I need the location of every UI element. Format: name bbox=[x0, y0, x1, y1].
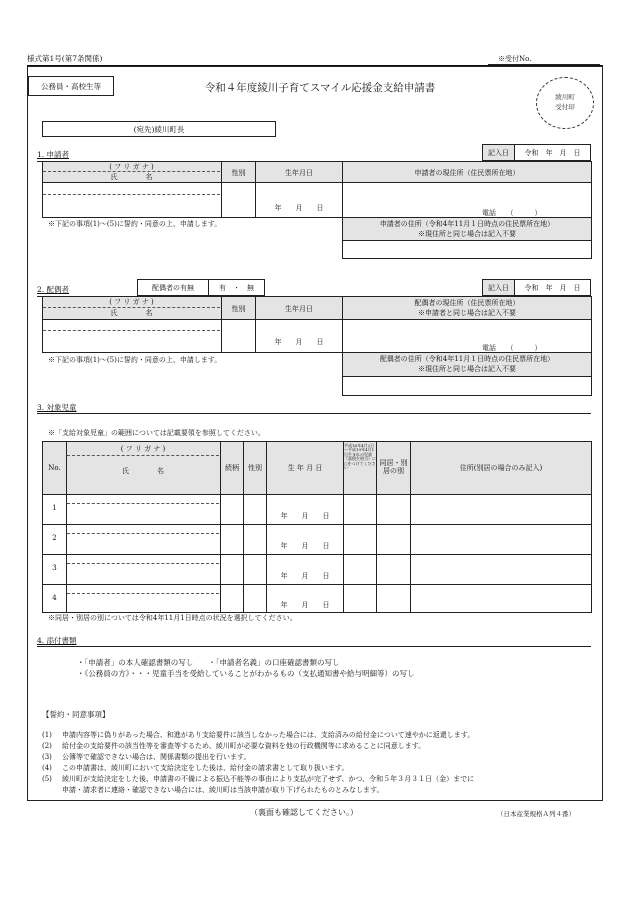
date-entry-label: 記入日 bbox=[482, 144, 515, 161]
applicant-prior-address-label: 申請者の住所（令和4年11月１日時点の住民票所在地） bbox=[379, 220, 555, 228]
spouse-prior-address-note: ※現住所と同じ場合は記入不要 bbox=[418, 365, 516, 373]
spouse-date-entry-label: 記入日 bbox=[482, 279, 515, 296]
pledge-item-text: 給付金の支給要件の該当性等を審査等するため、綾川町が必要な資料を他の行政機関等に求めることに同意します。 bbox=[62, 742, 426, 750]
col-header-address: 住所(別居の場合のみ記入) bbox=[459, 464, 543, 472]
spouse-furigana-label: ( フ リ ガ ナ ) bbox=[109, 298, 154, 306]
pledge-item-number: (4) bbox=[42, 764, 52, 772]
applicant-phone-field[interactable]: 電話 （ ） bbox=[482, 209, 542, 217]
spouse-current-address-note: ※申請者と同じ場合は記入不要 bbox=[418, 309, 516, 317]
applicant-prior-address-note: ※現住所と同じ場合は記入不要 bbox=[418, 230, 516, 238]
date-entry-field[interactable]: 令和 年 月 日 bbox=[514, 144, 591, 161]
attachment-item: ・「申請者」の本人確認書類の写し ・「申請者名義」の口座確認書類の写し bbox=[77, 658, 340, 667]
applicant-name-label: 氏 名 bbox=[110, 173, 153, 181]
spouse-birth-label: 生年月日 bbox=[285, 305, 313, 313]
children-footnote: ※同居・別居の別については令和4年11月1日時点の状況を選択してください。 bbox=[48, 614, 297, 622]
spouse-presence-label: 配偶者の有無 bbox=[137, 279, 209, 296]
section-heading-spouse: 2. 配偶者 bbox=[37, 285, 70, 294]
col-header-gender: 性別 bbox=[248, 464, 262, 472]
spouse-presence-select[interactable]: 有 ・ 無 bbox=[208, 279, 265, 296]
col-header-relation: 続柄 bbox=[225, 464, 239, 472]
category-box: 公務員・高校生等 bbox=[28, 76, 114, 96]
col-header-born-note: 平成16年4月2日～平成19年4月1日生まれの児童（高校生相当）に○をつけてください bbox=[344, 443, 376, 470]
stamp-text-town: 綾川町 bbox=[555, 93, 575, 101]
spouse-name-label: 氏 名 bbox=[110, 309, 153, 317]
stamp-text-reception: 受付印 bbox=[555, 103, 575, 111]
pledge-item-number: (2) bbox=[42, 742, 52, 750]
col-header-name: 氏 名 bbox=[122, 467, 164, 475]
applicant-consent-note: ※下記の事項(1)～(5)に誓約・同意の上、申請します。 bbox=[48, 220, 222, 228]
pledge-item-text: この申請書は、綾川町において支給決定をした後は、給付金の請求書として取り扱います。 bbox=[62, 764, 349, 772]
col-header-furigana: ( フ リ ガ ナ ) bbox=[120, 445, 166, 453]
pledge-item-text: 申請内容等に偽りがあった場合、和進があり支給要件に該当しなかった場合には、支給済みの給付金について速やかに返還します。 bbox=[62, 731, 475, 739]
pledge-item-text: 公簿等で確認できない場合は、関係書類の提出を行います。 bbox=[62, 753, 251, 761]
attachment-item: ・《公務員の方》・・・児童手当を受給していることがわかるもの（支払通知書や給与明細等）の写し bbox=[77, 669, 415, 678]
spouse-gender-label: 性別 bbox=[231, 305, 246, 313]
applicant-birth-field[interactable]: 年 月 日 bbox=[274, 204, 324, 212]
col-header-birth: 生 年 月 日 bbox=[287, 464, 323, 472]
spouse-birth-field[interactable]: 年 月 日 bbox=[274, 338, 324, 346]
pledge-heading: 【誓約・同意事項】 bbox=[42, 710, 110, 719]
spouse-current-address-label: 配偶者の現住所（住民票所在地） bbox=[414, 299, 520, 307]
row-birth-field[interactable]: 年 月 日 bbox=[280, 572, 330, 580]
section-heading-applicant: 1. 申請者 bbox=[37, 150, 70, 159]
form-frame bbox=[27, 66, 603, 801]
row-birth-field[interactable]: 年 月 日 bbox=[280, 601, 330, 609]
form-number: 様式第1号(第7条関係) bbox=[27, 54, 103, 63]
paper-size-note: （日本産業規格Ａ列４番） bbox=[497, 810, 575, 818]
spouse-phone-field[interactable]: 電話 （ ） bbox=[482, 344, 542, 352]
pledge-item-continued: 申請・請求者に連絡・確認できない場合には、綾川町は当該申請が取り下げられたものとみなします。 bbox=[62, 786, 384, 794]
row-number: 1 bbox=[52, 504, 57, 512]
spouse-consent-note: ※下記の事項(1)～(5)に誓約・同意の上、申請します。 bbox=[48, 356, 222, 364]
pledge-item-number: (5) bbox=[42, 775, 52, 783]
section-heading-children: 3. 対象児童 bbox=[37, 403, 77, 412]
spouse-prior-address-label: 配偶者の住所（令和4年11月１日時点の住民票所在地） bbox=[379, 355, 555, 363]
receipt-number-label: ※受付No. bbox=[498, 55, 532, 63]
spouse-date-entry-field[interactable]: 令和 年 月 日 bbox=[514, 279, 591, 296]
applicant-birth-label: 生年月日 bbox=[285, 169, 313, 177]
applicant-gender-label: 性別 bbox=[231, 169, 246, 177]
applicant-current-address-label: 申請者の現住所（住民票所在地） bbox=[414, 169, 520, 177]
row-number: 3 bbox=[52, 564, 57, 572]
col-header-no: No. bbox=[48, 464, 61, 472]
children-scope-note: ※「支給対象児童」の範囲については記載要領を参照してください。 bbox=[48, 429, 265, 437]
applicant-furigana-label: ( フ リ ガ ナ ) bbox=[109, 163, 154, 171]
back-side-note: （裏面も確認してください。） bbox=[250, 808, 358, 817]
row-number: 4 bbox=[52, 594, 57, 602]
section-heading-attachments: 4. 添付書類 bbox=[37, 636, 77, 645]
col-header-cohabitation: 同居・別居の別 bbox=[379, 459, 408, 476]
row-birth-field[interactable]: 年 月 日 bbox=[280, 542, 330, 550]
pledge-item-text: 綾川町が支給決定をした後、申請書の不備による振込不能等の事由により支払が完了せず、かつ、令和５年３月３１日（金）までに bbox=[62, 775, 475, 783]
page-title: 令和４年度綾川子育てスマイル応援金支給申請書 bbox=[204, 82, 436, 94]
addressee-box: (宛先)綾川町長 bbox=[42, 121, 276, 137]
pledge-item-number: (3) bbox=[42, 753, 52, 761]
row-birth-field[interactable]: 年 月 日 bbox=[280, 512, 330, 520]
pledge-item-number: (1) bbox=[42, 731, 52, 739]
row-number: 2 bbox=[52, 534, 57, 542]
